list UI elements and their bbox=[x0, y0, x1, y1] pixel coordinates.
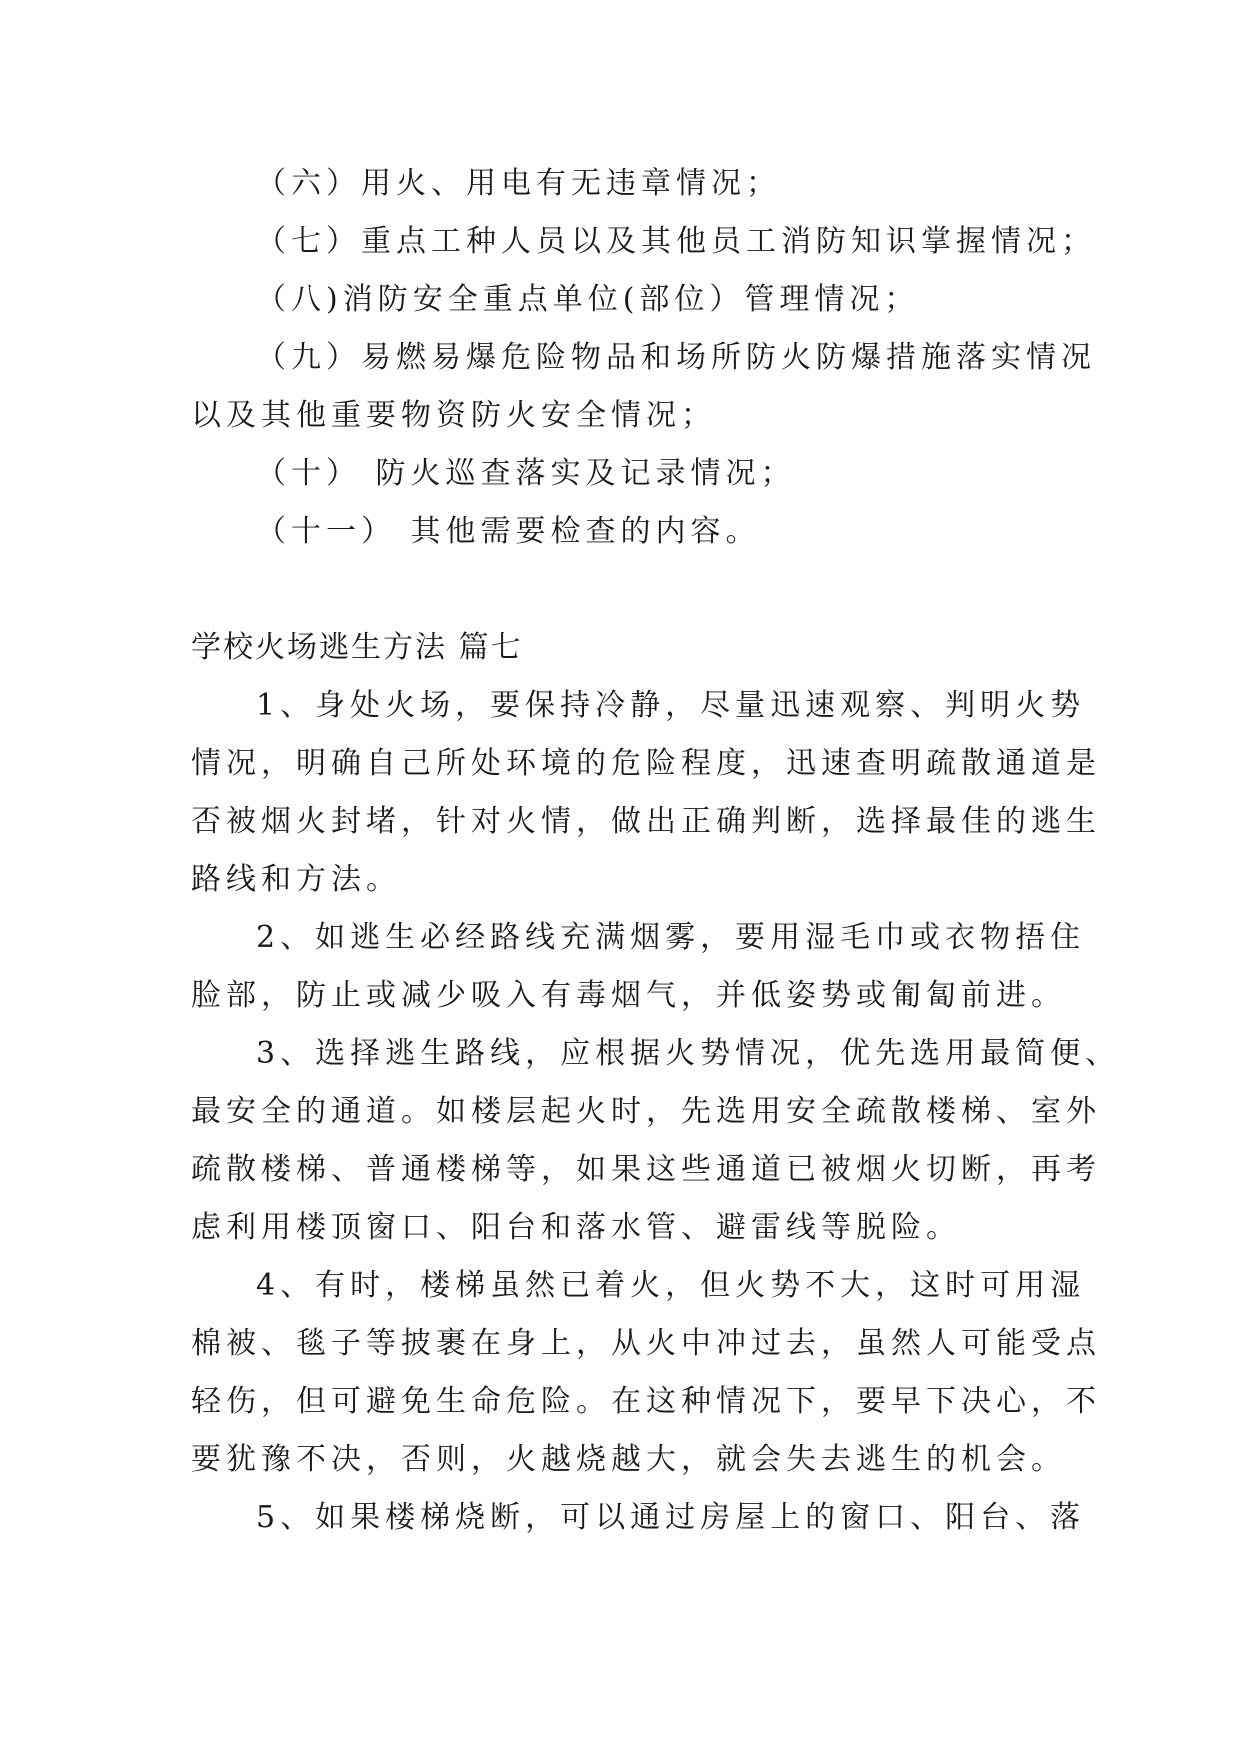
body-line: 4、有时，楼梯虽然已着火，但火势不大，这时可用湿 bbox=[256, 1268, 1086, 1303]
body-line: 要犹豫不决，否则，火越烧越大，就会失去逃生的机会。 bbox=[191, 1442, 1066, 1477]
checklist-item-11: （十一） 其他需要检查的内容。 bbox=[256, 514, 761, 549]
body-line: 3、选择逃生路线，应根据火势情况，优先选用最简便、 bbox=[256, 1036, 1121, 1071]
body-line: 最安全的通道。如楼层起火时，先选用安全疏散楼梯、室外 bbox=[191, 1094, 1101, 1129]
body-line: 1、身处火场，要保持冷静，尽量迅速观察、判明火势 bbox=[256, 688, 1086, 723]
section-title: 学校火场逃生方法 篇七 bbox=[191, 630, 523, 665]
body-line: 棉被、毯子等披裹在身上，从火中冲过去，虽然人可能受点 bbox=[191, 1326, 1101, 1361]
checklist-item-6: （六）用火、用电有无违章情况； bbox=[256, 166, 781, 201]
body-line: 轻伤，但可避免生命危险。在这种情况下，要早下决心，不 bbox=[191, 1384, 1101, 1419]
checklist-item-8: （八)消防安全重点单位(部位）管理情况； bbox=[256, 282, 920, 317]
checklist-item-9: （九）易燃易爆危险物品和场所防火防爆措施落实情况 bbox=[256, 340, 1096, 375]
checklist-item-9-continued: 以及其他重要物资防火安全情况； bbox=[191, 398, 716, 433]
body-line: 疏散楼梯、普通楼梯等，如果这些通道已被烟火切断，再考 bbox=[191, 1152, 1101, 1187]
body-line: 路线和方法。 bbox=[191, 862, 401, 897]
body-line: 情况，明确自己所处环境的危险程度，迅速查明疏散通道是 bbox=[191, 746, 1101, 781]
body-line: 5、如果楼梯烧断，可以通过房屋上的窗口、阳台、落 bbox=[256, 1500, 1086, 1535]
checklist-item-7: （七）重点工种人员以及其他员工消防知识掌握情况； bbox=[256, 224, 1096, 259]
body-line: 2、如逃生必经路线充满烟雾，要用湿毛巾或衣物捂住 bbox=[256, 920, 1086, 955]
body-line: 虑利用楼顶窗口、阳台和落水管、避雷线等脱险。 bbox=[191, 1210, 961, 1245]
body-line: 脸部，防止或减少吸入有毒烟气，并低姿势或匍匐前进。 bbox=[191, 978, 1066, 1013]
checklist-item-10: （十） 防火巡查落实及记录情况； bbox=[256, 456, 796, 491]
body-line: 否被烟火封堵，针对火情，做出正确判断，选择最佳的逃生 bbox=[191, 804, 1101, 839]
